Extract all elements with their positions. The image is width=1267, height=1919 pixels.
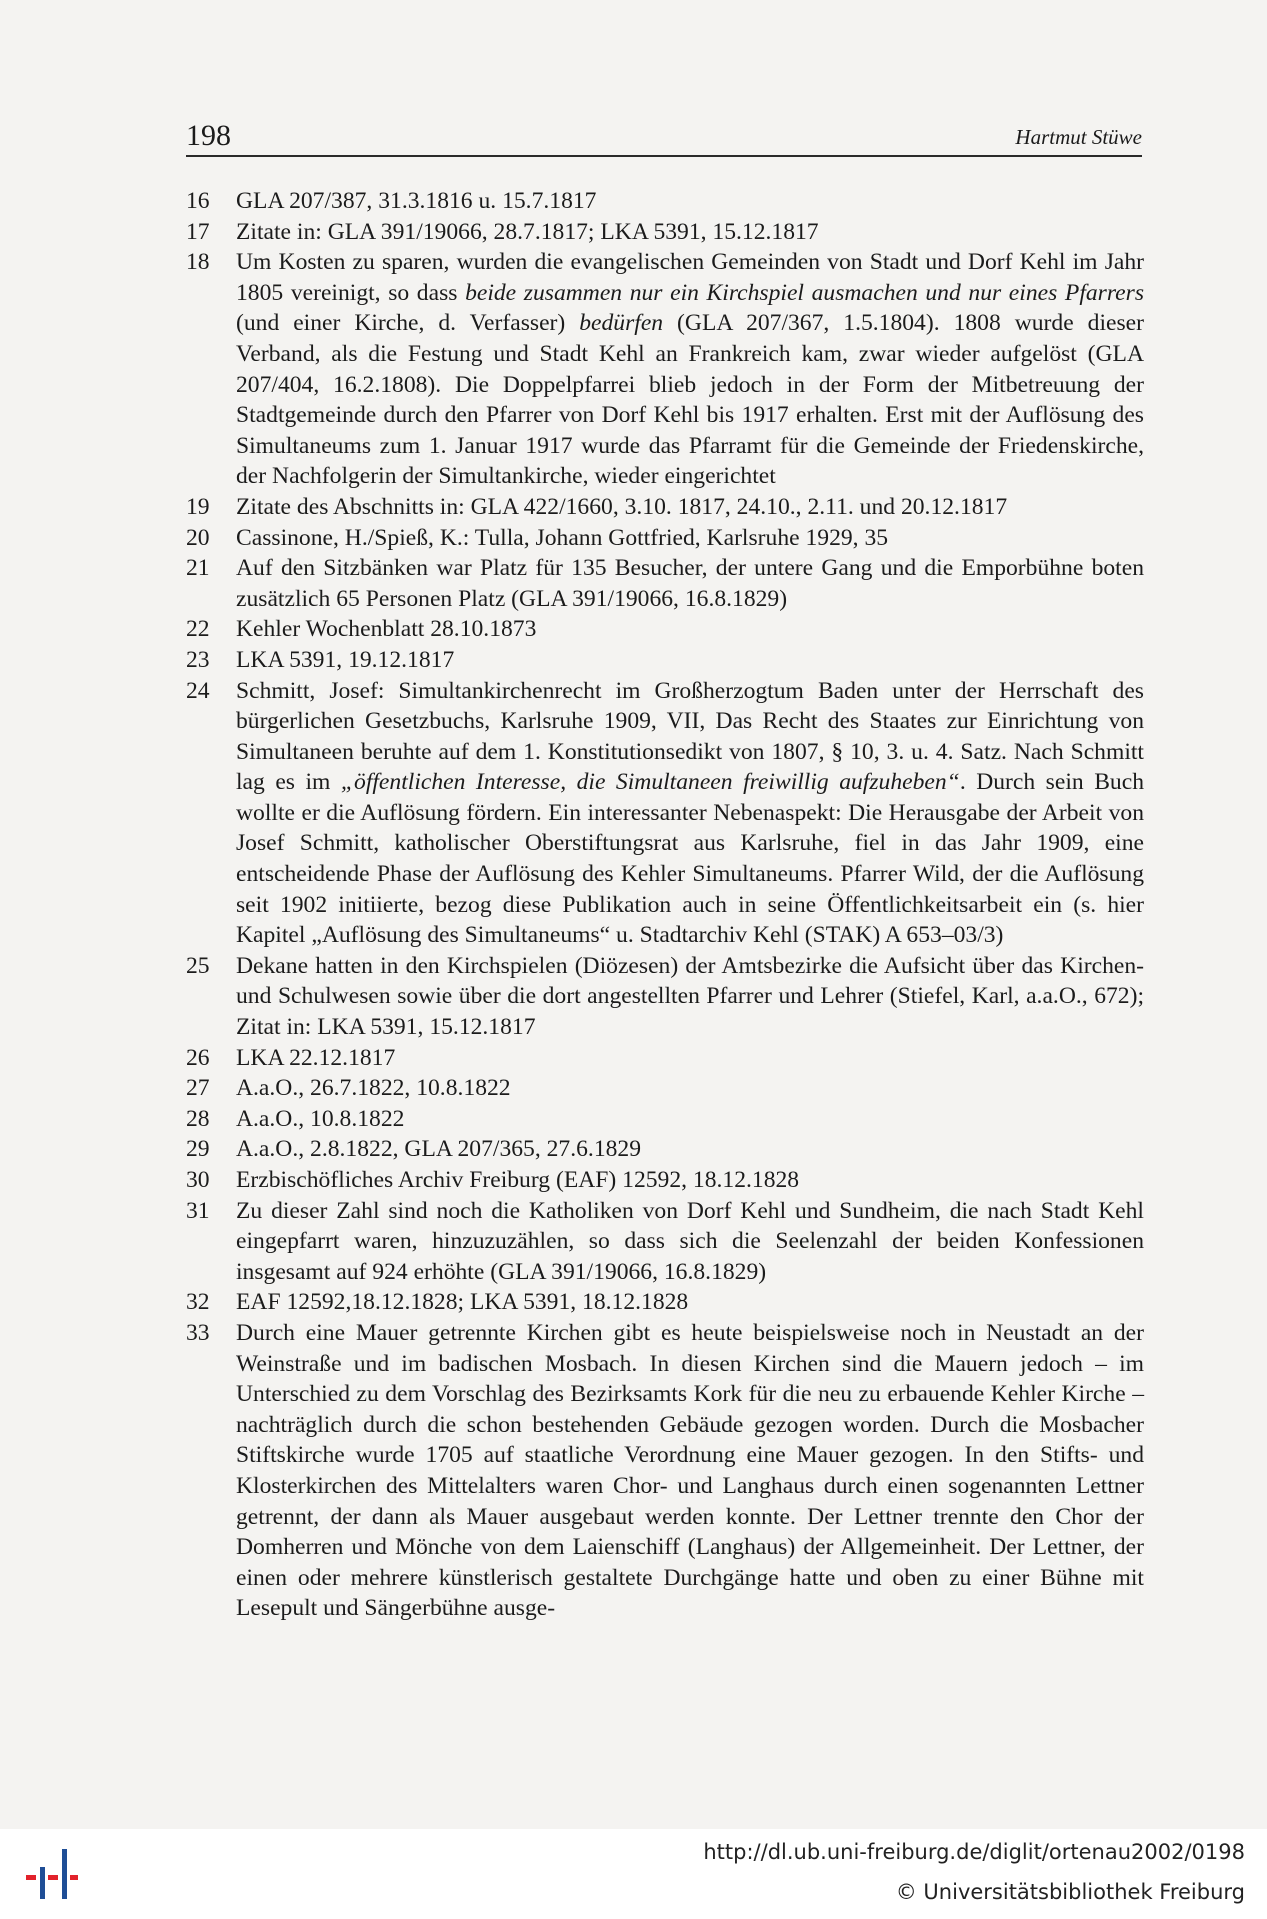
footnote-text-segment: Zitate des Abschnitts in: GLA 422/1660, 3.10. 1817, 24.10., 2.11. und 20.12.1817 — [236, 493, 1008, 520]
footnote-text-segment: LKA 5391, 19.12.1817 — [236, 646, 455, 673]
footnote-text — [236, 1073, 1144, 1104]
footnote-italic-text: bedürfen — [579, 310, 664, 337]
footnote-number: 18 — [186, 249, 210, 276]
footnote-text — [236, 1287, 1144, 1318]
footnote-number: 23 — [186, 646, 210, 673]
footnote-number: 32 — [186, 1289, 210, 1316]
footnote-text — [236, 492, 1144, 523]
footnote-text-segment: (GLA 207/367, 1.5.1804). 1808 wurde dieser Verband, als die Festung und Stadt Kehl an Frankreich kam, zwar wieder aufgelöst (GLA 207/404, 16.2.1808). Die Doppelpfarrei blieb jedoch in der Form der Mitbetreuung der Stadtgemeinde durch den Pfarrer von Dorf Kehl bis 1917 erhalten. Erst mit der Auflösung des Simultaneums zum 1. Januar 1917 wurde das Pfarramt für die Gemeinde der Friedenskirche, der Nachfolgerin der Simultankirche, wieder eingerichtet — [236, 310, 1144, 490]
footnote-23 — [186, 645, 1144, 676]
footnote-text — [236, 523, 1144, 554]
footnote-text-segment: Cassinone, H./Spieß, K.: Tulla, Johann Gottfried, Karlsruhe 1929, 35 — [236, 524, 889, 551]
footnote-20 — [186, 523, 1144, 554]
footnote-text — [236, 951, 1144, 1043]
footnote-25 — [186, 951, 1144, 1043]
footnote-text-segment: A.a.O., 2.8.1822, GLA 207/365, 27.6.1829 — [236, 1136, 642, 1163]
footnote-17 — [186, 217, 1144, 248]
header-rule — [186, 155, 1142, 157]
footnote-text — [236, 1165, 1144, 1196]
footnote-31 — [186, 1196, 1144, 1288]
footnote-number: 27 — [186, 1075, 210, 1102]
footnote-text-segment: LKA 22.12.1817 — [236, 1044, 396, 1071]
footnote-32 — [186, 1287, 1144, 1318]
footnote-text-segment: Schmitt, Josef: Simultankirchenrecht im Großherzogtum Baden unter der Herrschaft des bürgerlichen Gesetzbuchs, Karlsruhe 1909, VII, Das Recht des Staates zur Einrichtung von Simultaneen beruhte auf dem 1. Konstitutionsedikt von 1807, § 10, 3. u. 4. Satz. Nach Schmitt lag es im — [236, 677, 1144, 796]
footnote-text — [236, 645, 1144, 676]
running-head-author: Hartmut Stüwe — [1015, 125, 1142, 149]
footnote-text-segment: Um Kosten zu sparen, wurden die evangelischen Gemeinden von Stadt und Dorf Kehl im Jahr 1805 vereinigt, so dass — [236, 249, 1144, 306]
footnote-text-segment: Dekane hatten in den Kirchspielen (Diözesen) der Amtsbezirke die Aufsicht über das Kirchen- und Schulwesen sowie über die dort angestellten Pfarrer und Lehrer (Stiefel, Karl, a.a.O., 672); Zitat in: LKA 5391, 15.12.1817 — [236, 952, 1144, 1041]
footnotes-list — [186, 186, 1144, 1624]
footnote-22 — [186, 614, 1144, 645]
footnote-16 — [186, 186, 1144, 217]
footnote-number: 17 — [186, 218, 210, 245]
footnote-text — [236, 1196, 1144, 1288]
footnote-text — [236, 1043, 1144, 1074]
footnote-number: 16 — [186, 188, 210, 214]
footnote-text-segment: EAF 12592,18.12.1828; LKA 5391, 18.12.1828 — [236, 1289, 689, 1316]
page-header — [186, 116, 1142, 156]
footnote-number: 28 — [186, 1105, 210, 1132]
footnote-text-segment: GLA 207/387, 31.3.1816 u. 15.7.1817 — [236, 188, 597, 214]
footnote-text — [236, 553, 1144, 614]
footnote-30 — [186, 1165, 1144, 1196]
viewer-footer — [0, 1829, 1267, 1919]
footnote-number: 29 — [186, 1136, 210, 1163]
footnote-text-segment: Zitate in: GLA 391/19066, 28.7.1817; LKA 5391, 15.12.1817 — [236, 218, 819, 245]
footnote-21 — [186, 553, 1144, 614]
footnote-text-segment: Erzbischöfliches Archiv Freiburg (EAF) 12592, 18.12.1828 — [236, 1167, 800, 1193]
footnote-number: 26 — [186, 1044, 210, 1071]
footnote-18 — [186, 247, 1144, 492]
footnote-italic-text: beide zusammen nur ein Kirchspiel ausmachen und nur eines Pfarrers — [465, 279, 1144, 306]
footnote-text-segment: Zu dieser Zahl sind noch die Katholiken von Dorf Kehl und Sundheim, die nach Stadt Kehl eingepfarrt waren, hinzuzuzählen, so dass sich die Seelenzahl der beiden Konfessionen insgesamt auf 924 erhöhte (GLA 391/19066, 16.8.1829) — [236, 1197, 1144, 1285]
footnote-26 — [186, 1043, 1144, 1074]
footnote-text — [236, 1104, 1144, 1135]
footnote-19 — [186, 492, 1144, 523]
page-number: 198 — [186, 119, 231, 152]
footnote-text — [236, 247, 1144, 492]
footnote-text — [236, 614, 1144, 645]
copyright-notice: © Universitätsbibliothek Freiburg — [895, 1880, 1245, 1904]
footnote-number: 33 — [186, 1319, 210, 1346]
footnote-italic-text: „öffentlichen Interesse, die Simultaneen freiwillig aufzuheben“ — [340, 769, 960, 796]
footnote-number: 31 — [186, 1197, 210, 1224]
footnote-text-segment: Durch eine Mauer getrennte Kirchen gibt es heute beispielsweise noch in Neustadt an der Weinstraße und im badischen Mosbach. In diesen Kirchen sind die Mauern jedoch – im Unterschied zu dem Vorschlag des Bezirksamts Kork für die neu zu erbauende Kehler Kirche – nachträglich durch die schon bestehenden Gebäude gezogen worden. Durch die Mosbacher Stiftskirche wurde 1705 auf staatliche Verordnung eine Mauer gezogen. In den Stifts- und Klosterkirchen des Mittelalters waren Chor- und Langhaus durch einen sogenannten Lettner getrennt, der dann als Mauer ausgebaut werden konnte. Der Lettner trennte den Chor der Domherren und Mönche von dem Laienschiff (Langhaus) der Allgemeinheit. Der Lettner, der einen oder mehrere künstlerisch gestaltete Durchgänge hatte und oben zu einer Bühne mit Lesepult und Sängerbühne ausge- — [236, 1319, 1144, 1622]
footnote-text-segment: A.a.O., 26.7.1822, 10.8.1822 — [236, 1075, 511, 1102]
footnote-text — [236, 217, 1144, 248]
footnote-number: 22 — [186, 616, 210, 643]
footnote-text-segment: . Durch sein Buch wollte er die Auflösung fördern. Ein interessanter Nebenaspekt: Die Herausgabe der Arbeit von Josef Schmitt, katholischer Oberstiftungsrat aus Karlsruhe, fiel in das Jahr 1909, eine entscheidende Phase der Auflösung des Kehler Simultaneums. Pfarrer Wild, der die Auflösung seit 1902 initiierte, bezog diese Publikation auch in seine Öffentlichkeitsarbeit ein (s. hier Kapitel „Auflösung des Simultaneums“ u. Stadtarchiv Kehl (STAK) A 653–03/3) — [236, 769, 1144, 949]
footnote-24 — [186, 676, 1144, 951]
footnote-text-segment: A.a.O., 10.8.1822 — [236, 1105, 405, 1132]
footnote-number: 25 — [186, 952, 210, 979]
footnote-text-segment: Kehler Wochenblatt 28.10.1873 — [236, 616, 537, 643]
footnote-33 — [186, 1318, 1144, 1624]
footnote-text — [236, 186, 1144, 217]
footnote-number: 21 — [186, 555, 210, 582]
source-url-link[interactable]: http://dl.ub.uni-freiburg.de/diglit/ortenau2002/0198 — [703, 1840, 1245, 1864]
footnote-27 — [186, 1073, 1144, 1104]
footnote-number: 24 — [186, 677, 210, 704]
footnote-number: 19 — [186, 493, 210, 520]
footnote-28 — [186, 1104, 1144, 1135]
footnote-text — [236, 676, 1144, 951]
footnote-text — [236, 1134, 1144, 1165]
footnote-29 — [186, 1134, 1144, 1165]
footnote-number: 20 — [186, 524, 210, 551]
footnote-text-segment: Auf den Sitzbänken war Platz für 135 Besucher, der untere Gang und die Emporbühne boten zusätzlich 65 Personen Platz (GLA 391/19066, 16.8.1829) — [236, 555, 1144, 612]
footnote-text — [236, 1318, 1144, 1624]
ub-freiburg-logo-icon[interactable] — [18, 1839, 78, 1909]
footnote-number: 30 — [186, 1167, 210, 1193]
footnote-text-segment: (und einer Kirche, d. Verfasser) — [236, 310, 580, 337]
